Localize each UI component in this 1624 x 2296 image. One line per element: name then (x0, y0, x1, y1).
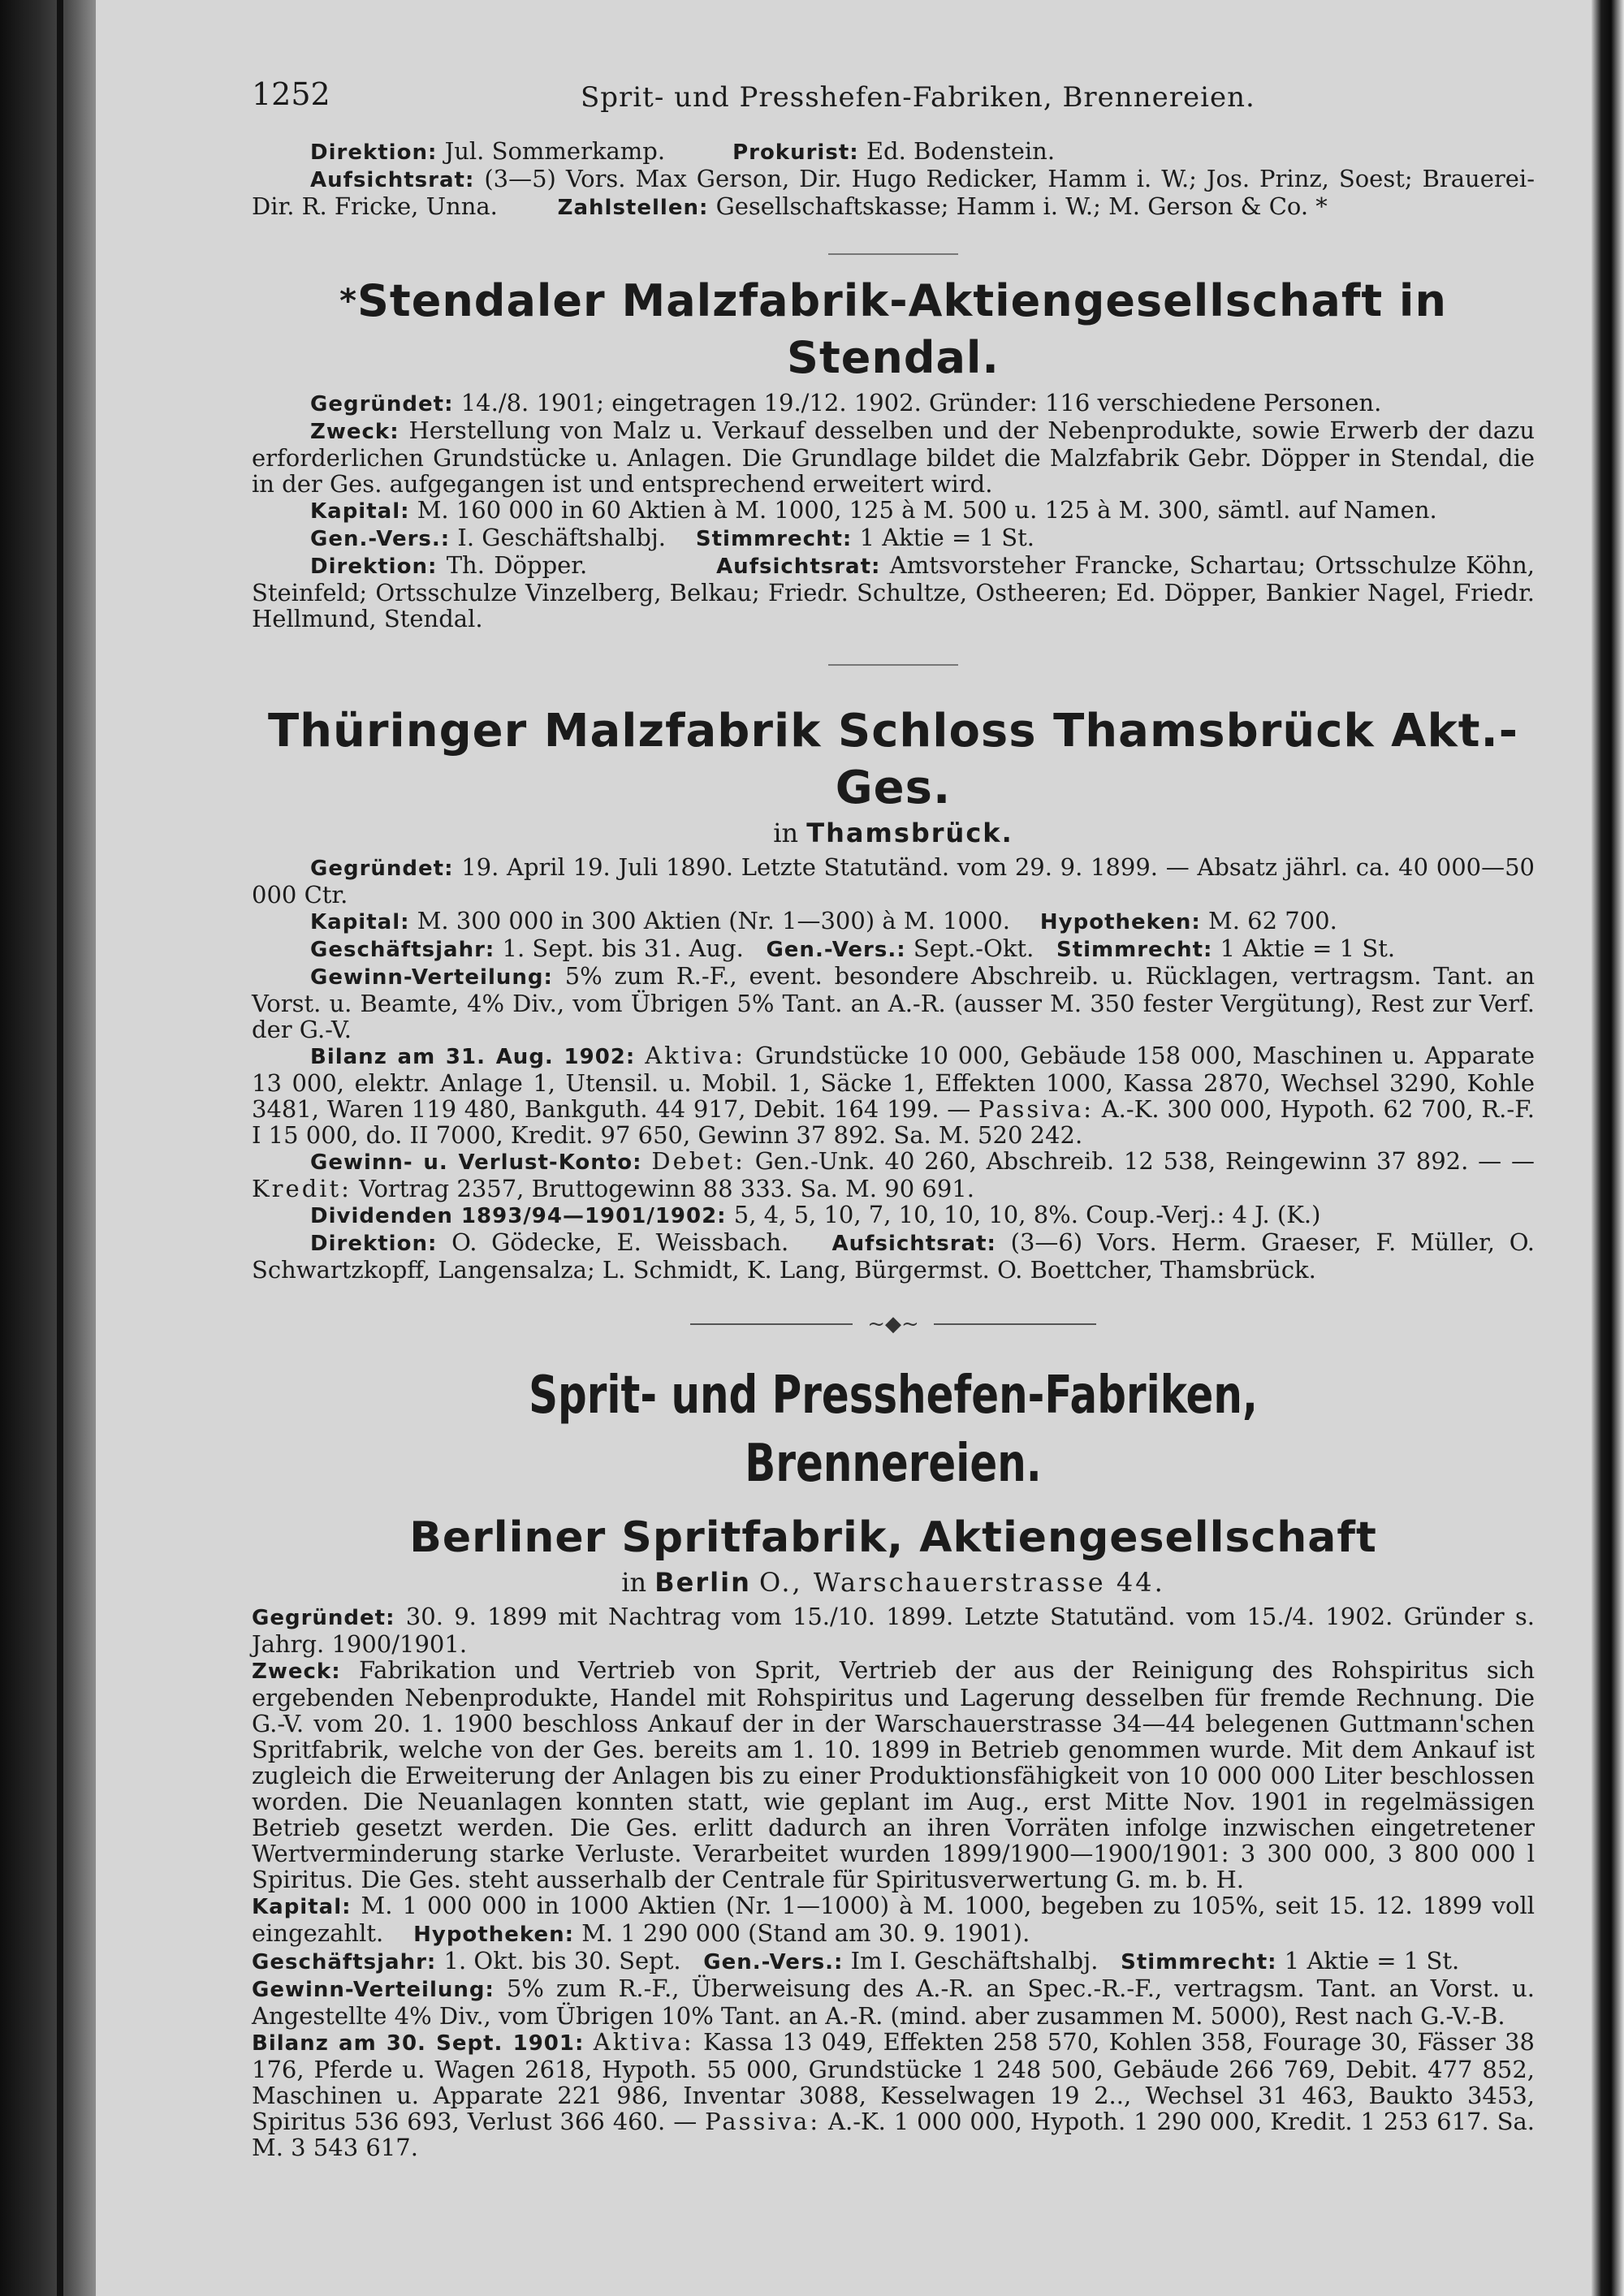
separator-rule (252, 234, 1535, 260)
hypotheken-text: M. 62 700. (1208, 907, 1337, 934)
location-street: O., Warschauerstrasse 44. (759, 1567, 1165, 1598)
bilanz-passiva: A.-K. 1 000 000, Hypoth. 1 290 000, Kredit. 1 253 617. Sa. M. 3 543 617. (252, 2108, 1535, 2161)
entry-location (252, 820, 1535, 846)
gewinn-line (252, 1975, 1535, 2029)
kapital-text: M. 300 000 in 300 Aktien (Nr. 1—300) à M. 1000. (417, 907, 1011, 934)
guv-debet: Gen.-Unk. 40 260, Abschreib. 12 538, Reingewinn 37 892. — — (754, 1147, 1535, 1175)
gewinn-text: 5% zum R.-F., Überweisung des A.-R. an Spec.-R.-F., vertragsm. Tant. an Vorst. u. Angestellte 4% Div., vom Übrigen 10% Tant. an A.-R. (mind. aber zusammen M. 5000), Rest nach G.-V.-B. (252, 1974, 1535, 2030)
gegruendet-line (252, 390, 1535, 417)
bilanz-line (252, 1042, 1535, 1148)
zweck-label: Zweck: (252, 1659, 341, 1684)
stimmrecht-label: Stimmrecht: (695, 527, 853, 551)
bilanz-label: Bilanz am 31. Aug. 1902: (310, 1045, 636, 1069)
entry-title-text: Stendaler Malzfabrik-Aktiengesellschaft in Stendal. (357, 275, 1447, 383)
direktion-line (252, 552, 1535, 632)
genvers-label: Gen.-Vers.: (310, 527, 451, 551)
kredit-label: Kredit: (252, 1175, 352, 1202)
direktion-text: O. Gödecke, E. Weissbach. (451, 1228, 789, 1256)
dividenden-label: Dividenden 1893/94—1901/1902: (310, 1204, 727, 1228)
kapital-text: M. 1 000 000 in 1000 Aktien (Nr. 1—1000) à M. 1000, begeben zu 105%, seit 15. 12. 1899 voll eingezahlt. (252, 1892, 1535, 1947)
genvers-line (252, 524, 1535, 552)
entry-title-thueringer: Thüringer Malzfabrik Schloss Thamsbrück Akt.-Ges. (267, 705, 1519, 814)
entry-stendal (252, 273, 1535, 632)
stimmrecht-text: 1 Aktie = 1 St. (1284, 1947, 1460, 1974)
genvers-text: Sept.-Okt. (913, 934, 1034, 962)
aufsichtsrat-label: Aufsichtsrat: (831, 1232, 996, 1256)
bilanz-label: Bilanz am 30. Sept. 1901: (252, 2031, 585, 2056)
prev-direktion: Jul. Sommerkamp. (444, 137, 666, 165)
zweck-label: Zweck: (310, 420, 400, 444)
prev-prokurist-label: Prokurist: (732, 140, 859, 165)
gewinn-text: 5% zum R.-F., event. besondere Abschreib. u. Rücklagen, vertragsm. Tant. an Vorst. u. Beamte, 4% Div., vom Übrigen 5% Tant. an A.-R. (ausser M. 350 fester Vergütung), Rest zur Verf. der G.-V. (252, 962, 1535, 1043)
gewinn-label: Gewinn-Verteilung: (310, 965, 553, 990)
spine-edge (57, 0, 63, 2296)
section-heading: Sprit- und Presshefen-Fabriken, Brennereien. (529, 1366, 1258, 1494)
bilanz-aktiva: Kassa 13 049, Effekten 258 570, Kohlen 358, Fourage 30, Fässer 38 176, Pferde u. Wagen 2618, Hypoth. 55 000, Grundstücke 1 248 500, Gebäude 266 769, Debit. 477 852, Maschinen u. Apparate 221 986, Inventar 3088, Kesselwagen 19 2.., Wechsel 31 463, Baukto 3453, Spiritus 536 693, Verlust 366 460. — (252, 2028, 1535, 2135)
entry-title-stendal (252, 273, 1535, 386)
gegruendet-text: 14./8. 1901; eingetragen 19./12. 1902. Gründer: 116 verschiedene Personen. (460, 389, 1382, 416)
entry-thueringer (252, 703, 1535, 1283)
gegruendet-text: 19. April 19. Juli 1890. Letzte Statutänd. vom 29. 9. 1899. — Absatz jährl. ca. 40 000—50 000 Ctr. (252, 853, 1535, 908)
kapital-text: M. 160 000 in 60 Aktien à M. 1000, 125 à M. 500 u. 125 à M. 300, sämtl. auf Namen. (417, 496, 1437, 524)
prev-entry-tail (252, 138, 1535, 221)
guv-label: Gewinn- u. Verlust-Konto: (310, 1150, 642, 1175)
kapital-label: Kapital: (310, 910, 410, 934)
entry-berliner (252, 1509, 1535, 2160)
dividenden-text: 5, 4, 5, 10, 7, 10, 10, 10, 8%. Coup.-Verj.: 4 J. (K.) (733, 1201, 1321, 1228)
stimmrecht-label: Stimmrecht: (1121, 1950, 1277, 1974)
zweck-text: Fabrikation und Vertrieb von Sprit, Vertrieb der aus der Reinigung des Rohspiritus sich ergebenden Nebenprodukte, Handel mit Rohspiritus und Lagerung desselben für fremde Rechnung. Die G.-V. vom 20. 1. 1900 beschloss Ankauf der in der Warschauerstrasse 34—44 belegenen Guttmann'schen Spritfabrik, welche von der Ges. bereits am 1. 10. 1899 in Betrieb genommen wurde. Mit dem Ankauf ist zugleich die Erweiterung der Anlagen bis zu einer Produktionsfähigkeit von 10 000 000 Liter beschlossen worden. Die Neuanlagen konnten statt, wie geplant im Aug., erst Mitte Nov. 1901 in regelmässigen Betrieb gesetzt werden. Die Ges. erlitt dadurch an ihren Vorräten infolge inzwischen eingetretener Wertverminderung starke Verluste. Verarbeitet wurden 1899/1900—1900/1901: 3 300 000, 3 800 000 l Spiritus. Die Ges. steht ausserhalb der Centrale für Spiritusverwertung G. m. b. H. (252, 1656, 1535, 1893)
kapital-line (252, 497, 1535, 524)
kapital-label: Kapital: (252, 1895, 352, 1919)
location-city: Thamsbrück. (806, 818, 1013, 848)
page-number: 1252 (252, 76, 330, 112)
aufsichtsrat-text: (3—6) Vors. Herm. Graeser, F. Müller, O. Schwartzkopff, Langensalza; L. Schmidt, K. Lang, Bürgermst. O. Boettcher, Thamsbrück. (252, 1228, 1535, 1284)
guv-line (252, 1148, 1535, 1202)
page-right-edge (1592, 0, 1624, 2296)
prev-zahlstellen-label: Zahlstellen: (557, 196, 709, 220)
prev-aufsichtsrat-label: Aufsichtsrat: (310, 168, 475, 192)
zweck-text: Herstellung von Malz u. Verkauf desselben und der Nebenprodukte, sowie Erwerb der dazu erforderlichen Grundstücke u. Anlagen. Die Grundlage bildet die Malzfabrik Gebr. Döpper in Stendal, die in der Ges. aufgegangen ist und entsprechend erweitert wird. (252, 416, 1535, 498)
zweck-line (252, 417, 1535, 497)
ornament-line-left (690, 1323, 853, 1325)
aktiva-label: Aktiva: (645, 1042, 746, 1069)
geschaeftsjahr-label: Geschäftsjahr: (310, 938, 495, 962)
gegruendet-line (252, 854, 1535, 908)
prev-prokurist: Ed. Bodenstein. (866, 137, 1056, 165)
dividenden-line (252, 1202, 1535, 1229)
aufsichtsrat-text: Amtsvorsteher Francke, Schartau; Ortsschulze Köhn, Steinfeld; Ortsschulze Vinzelberg, Belkau; Friedr. Schultze, Ostheeren; Ed. Döpper, Bankier Nagel, Friedr. Hellmund, Stendal. (252, 551, 1535, 632)
running-title: Sprit- und Presshefen-Fabriken, Brennereien. (581, 81, 1255, 114)
genvers-text: I. Geschäftshalbj. (457, 524, 666, 551)
direktion-label: Direktion: (310, 1232, 438, 1256)
gegruendet-label: Gegründet: (252, 1606, 395, 1630)
separator-rule (252, 645, 1535, 671)
entry-location (252, 1567, 1535, 1598)
zweck-line (252, 1657, 1535, 1892)
passiva-label: Passiva: (978, 1095, 1094, 1123)
aufsichtsrat-label: Aufsichtsrat: (716, 555, 881, 579)
gewinn-line (252, 963, 1535, 1042)
book-spine-shadow (0, 0, 96, 2296)
geschaeftsjahr-line (252, 1948, 1535, 1975)
genvers-label: Gen.-Vers.: (766, 938, 906, 962)
location-prefix: in (621, 1567, 647, 1598)
stimmrecht-text: 1 Aktie = 1 St. (1220, 934, 1396, 962)
prev-direktion-label: Direktion: (310, 140, 438, 165)
hypotheken-text: M. 1 290 000 (Stand am 30. 9. 1901). (581, 1919, 1030, 1947)
direktion-label: Direktion: (310, 555, 438, 579)
kapital-label: Kapital: (310, 499, 410, 524)
location-city: Berlin (654, 1567, 751, 1598)
prev-aufsichtsrat: (3—5) Vors. Max Gerson, Dir. Hugo Redicker, Hamm i. W.; Jos. Prinz, Soest; Brauerei-Dir. R. Fricke, Unna. (252, 165, 1535, 220)
stimmrecht-label: Stimmrecht: (1056, 938, 1213, 962)
stimmrecht-text: 1 Aktie = 1 St. (859, 524, 1034, 551)
bilanz-line (252, 2029, 1535, 2160)
geschaeftsjahr-text: 1. Okt. bis 30. Sept. (443, 1947, 681, 1974)
genvers-label: Gen.-Vers.: (703, 1950, 844, 1974)
prev-aufsichtsrat-line (252, 166, 1535, 221)
bilanz-aktiva: Grundstücke 10 000, Gebäude 158 000, Maschinen u. Apparate 13 000, elektr. Anlage 1, Utensil. u. Mobil. 1, Säcke 1, Effekten 1000, Kassa 2870, Wechsel 3290, Kohle 3481, Waren 119 480, Bankguth. 44 917, Debit. 164 199. — (252, 1042, 1535, 1123)
gegruendet-label: Gegründet: (310, 857, 454, 881)
location-prefix: in (773, 818, 799, 848)
page-content (252, 76, 1535, 2161)
entry-title-berliner: Berliner Spritfabrik, Aktiengesellschaft (409, 1513, 1377, 1562)
geschaeftsjahr-text: 1. Sept. bis 31. Aug. (502, 934, 744, 962)
gegruendet-label: Gegründet: (310, 392, 454, 416)
debet-label: Debet: (651, 1147, 745, 1175)
ornament-line-right (934, 1323, 1096, 1325)
hypotheken-label: Hypotheken: (1039, 910, 1201, 934)
genvers-text: Im I. Geschäftshalbj. (850, 1947, 1099, 1974)
guv-kredit: Vortrag 2357, Bruttogewinn 88 333. Sa. M. 90 691. (359, 1175, 974, 1202)
geschaeftsjahr-label: Geschäftsjahr: (252, 1950, 437, 1974)
gegruendet-text: 30. 9. 1899 mit Nachtrag vom 15./10. 1899. Letzte Statutänd. vom 15./4. 1902. Gründer s. Jahrg. 1900/1901. (252, 1603, 1535, 1658)
passiva-label: Passiva: (705, 2108, 821, 2135)
section-ornament (252, 1310, 1535, 1337)
direktion-text: Th. Döpper. (446, 551, 588, 579)
aktiva-label: Aktiva: (593, 2028, 694, 2056)
bilanz-passiva: A.-K. 300 000, Hypoth. 62 700, R.-F. I 15 000, do. II 7000, Kredit. 97 650, Gewinn 37 892. Sa. M. 520 242. (252, 1095, 1535, 1149)
gewinn-label: Gewinn-Verteilung: (252, 1978, 495, 2002)
kapital-line (252, 1892, 1535, 1948)
prev-direktion-line (252, 138, 1535, 166)
prev-zahlstellen: Gesellschaftskasse; Hamm i. W.; M. Gerson & Co. * (715, 192, 1328, 220)
hypotheken-label: Hypotheken: (413, 1923, 574, 1947)
running-header (252, 76, 1535, 123)
kapital-line (252, 908, 1535, 935)
ornament-glyph: ~◆~ (867, 1312, 919, 1336)
geschaeftsjahr-line (252, 935, 1535, 963)
star-marker: * (339, 283, 358, 320)
gegruendet-line (252, 1603, 1535, 1657)
direktion-line (252, 1229, 1535, 1283)
